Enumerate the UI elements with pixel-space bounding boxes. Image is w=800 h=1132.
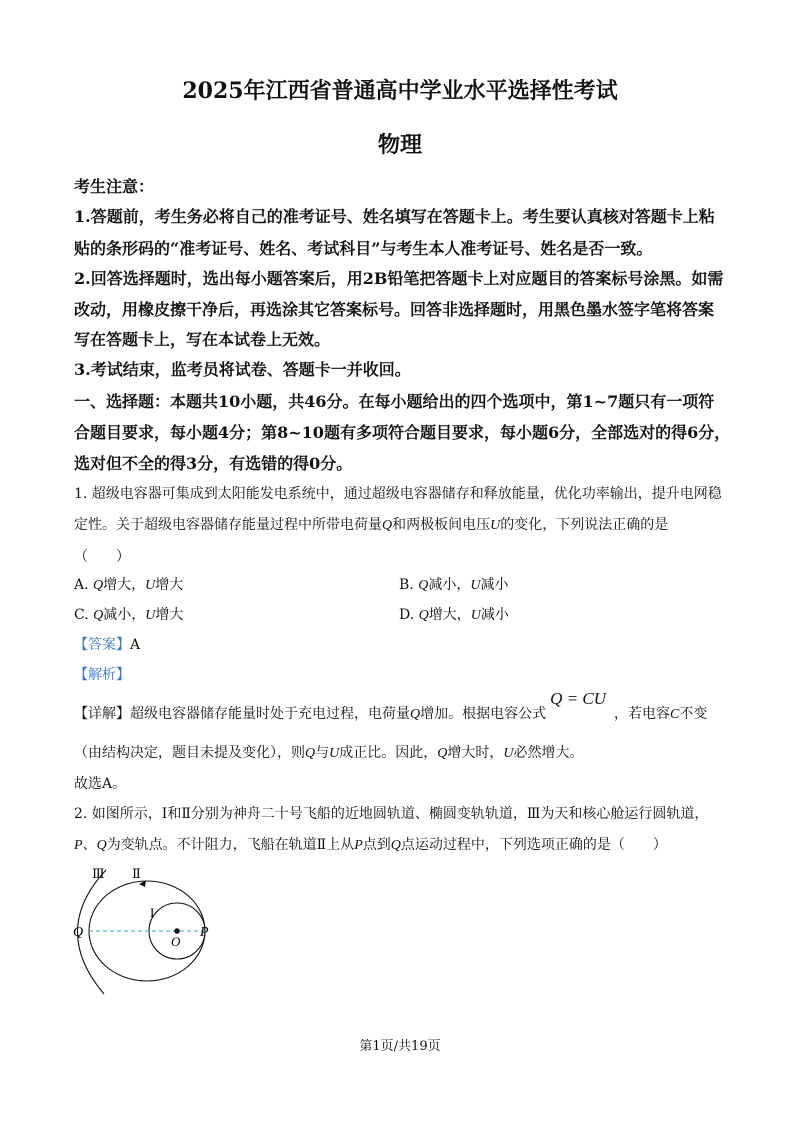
label-center-o: O (171, 934, 181, 949)
label-orbit-i: I (150, 905, 155, 920)
q1-detail-line-2: （由结构决定，题目未提及变化），则Q与U成正比。因此，Q增大时，U必然增大。 (74, 745, 584, 761)
notice-line-1: 1.答题前，考生务必将自己的准考证号、姓名填写在答题卡上。考生要认真核对答题卡上粘 (74, 207, 715, 226)
q1-option-d: D. Q增大，U减小 (399, 607, 509, 623)
q1-stem-line-1: 1. 超级电容器可集成到太阳能发电系统中，通过超级电容器储存和释放能量，优化功率输出，提升电网稳 (74, 486, 722, 502)
page-footer: 第1页/共19页 (359, 1039, 441, 1054)
q1-option-a: A. Q增大，U增大 (74, 577, 184, 593)
label-point-q: Q (73, 925, 84, 940)
section1-line-2: 合题目要求，每小题4分；第8~10题有多项符合题目要求，每小题6分，全部选对的得6分， (74, 423, 731, 442)
label-point-p: P (200, 925, 209, 940)
earth-center-dot (174, 928, 180, 934)
notice-line-6: 3.考试结束，监考员将试卷、答题卡一并收回。 (74, 360, 411, 379)
q1-detail-line-1: 【详解】超级电容器储存能量时处于充电过程，电荷量Q增加。根据电容公式Q = CU，若电容C不变 (74, 689, 708, 722)
q1-answer (74, 634, 140, 654)
answer-value: A (130, 637, 141, 653)
subject-title: 物理 (377, 132, 422, 158)
notice-line-5: 写在答题卡上，写在本试卷上无效。 (74, 330, 331, 349)
orbit-diagram (64, 862, 234, 1002)
q1-option-c: C. Q减小，U增大 (74, 607, 184, 623)
section1-line-1: 一、选择题：本题共10小题，共46分。在每小题给出的四个选项中，第1~7题只有一项符 (74, 392, 715, 411)
label-orbit-ii: Ⅱ (132, 866, 141, 881)
notice-line-3: 2.回答选择题时，选出每小题答案后，用2B铅笔把答题卡上对应题目的答案标号涂黑。如需 (74, 269, 724, 288)
notice-heading: 考生注意： (74, 177, 155, 196)
exam-title: 2025年江西省普通高中学业水平选择性考试 (182, 78, 618, 104)
q1-answer-paren: （ ） (74, 549, 130, 565)
notice-line-2: 贴的条形码的“准考证号、姓名、考试科目”与考生本人准考证号、姓名是否一致。 (74, 239, 653, 258)
q1-conclusion: 故选A。 (74, 776, 127, 792)
q1-analysis-tag: 【解析】 (74, 667, 130, 683)
capacitance-formula: Q = CU (550, 689, 606, 708)
q2-stem-line-2: P、Q为变轨点。不计阻力，飞船在轨道Ⅱ上从P点到Q点运动过程中，下列选项正确的是（ ） (74, 837, 667, 853)
section1-line-3: 选对但不全的得3分，有选错的得0分。 (74, 454, 353, 473)
label-orbit-iii: Ⅲ (92, 866, 105, 881)
notice-line-4: 改动，用橡皮擦干净后，再选涂其它答案标号。回答非选择题时，用黑色墨水签字笔将答案 (74, 300, 715, 319)
answer-tag: 【答案】 (74, 637, 130, 653)
q1-option-b: B. Q减小，U减小 (399, 577, 509, 593)
q2-stem-line-1: 2. 如图所示，Ⅰ和Ⅱ分别为神舟二十号飞船的近地圆轨道、椭圆变轨轨道，Ⅲ为天和核心舱运行圆轨道， (74, 806, 709, 822)
q1-stem-line-2: 定性。关于超级电容器储存能量过程中所带电荷量Q和两极板间电压U的变化，下列说法正确的是 (74, 517, 669, 533)
